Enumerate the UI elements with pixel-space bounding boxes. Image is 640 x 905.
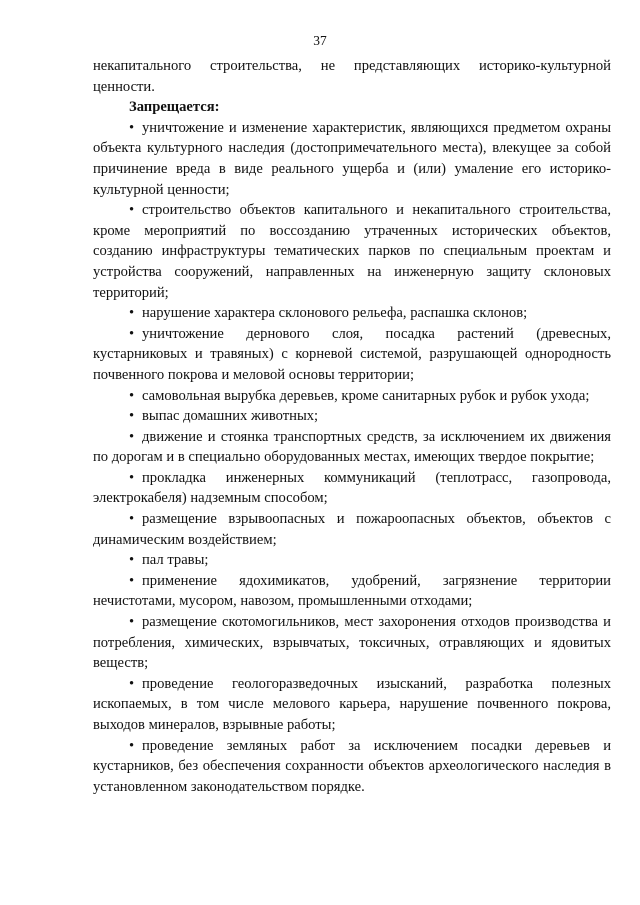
list-item — [93, 386, 611, 407]
list-item-text: пал травы; — [142, 552, 209, 569]
list-item-text: проведение земляных работ за исключением посадки деревьев и кустарников, без обеспечения сохранности объектов археологического наследия в установленном законодательством порядке. — [93, 737, 611, 795]
list-item — [93, 324, 611, 386]
bullet-icon: • — [129, 675, 135, 692]
bullet-icon: • — [129, 428, 135, 445]
bullet-icon: • — [129, 305, 135, 322]
bullet-icon: • — [129, 325, 135, 342]
list-item-text: уничтожение и изменение характеристик, являющихся предметом охраны объекта культурного наследия (достопримечательного места), влекущее за собой причинение вреда в виде реального ущерба и (или) умаление его историко-культурной ценности; — [93, 119, 611, 198]
list-item — [93, 509, 611, 550]
list-item — [93, 612, 611, 674]
bullet-icon: • — [129, 511, 135, 528]
list-item-text: размещение скотомогильников, мест захоронения отходов производства и потребления, химических, взрывчатых, токсичных, отравляющих и ядовитых веществ; — [93, 614, 611, 672]
bullet-icon: • — [129, 572, 135, 589]
document-body — [93, 56, 611, 797]
list-item — [93, 200, 611, 303]
list-item-text: применение ядохимикатов, удобрений, загрязнение территории нечистотами, мусором, навозом, промышленными отходами; — [93, 572, 611, 610]
bullet-icon: • — [129, 614, 135, 631]
list-item-text: самовольная вырубка деревьев, кроме санитарных рубок и рубок ухода; — [142, 387, 590, 404]
bullet-icon: • — [129, 408, 135, 425]
list-item — [93, 406, 611, 427]
list-item — [93, 736, 611, 798]
section-heading: Запрещается: — [129, 99, 220, 116]
list-item-text: проведение геологоразведочных изысканий, разработка полезных ископаемых, в том числе мелового карьера, нарушение почвенного покрова, выходов минералов, взрывные работы; — [93, 675, 611, 733]
intro-paragraph: некапитального строительства, не представляющих историко-культурной ценности. — [93, 58, 611, 95]
list-item — [93, 427, 611, 468]
bullet-icon: • — [129, 469, 135, 486]
list-item — [93, 468, 611, 509]
list-item — [93, 571, 611, 612]
list-item — [93, 550, 611, 571]
list-item — [93, 118, 611, 200]
bullet-icon: • — [129, 552, 135, 569]
list-item-text: уничтожение дернового слоя, посадка растений (древесных, кустарниковых и травяных) с корневой системой, разрушающей однородность почвенного покрова и меловой основы территории; — [93, 325, 611, 383]
list-item-text: прокладка инженерных коммуникаций (теплотрасс, газопровода, электрокабеля) надземным способом; — [93, 469, 611, 507]
bullet-icon: • — [129, 202, 135, 219]
list-item-text: нарушение характера склонового рельефа, распашка склонов; — [142, 305, 528, 322]
bullet-icon: • — [129, 119, 135, 136]
bullet-icon: • — [129, 387, 135, 404]
page-number: 37 — [313, 33, 327, 48]
list-item-text: выпас домашних животных; — [142, 408, 319, 425]
list-item — [93, 303, 611, 324]
list-item — [93, 674, 611, 736]
list-item-text: размещение взрывоопасных и пожароопасных объектов, объектов с динамическим воздействием; — [93, 511, 611, 548]
list-item-text: движение и стоянка транспортных средств, за исключением их движения по дорогам и в специально оборудованных местах, имеющих твердое покрытие; — [93, 428, 611, 466]
bullet-icon: • — [129, 737, 135, 754]
list-item-text: строительство объектов капитального и некапитального строительства, кроме мероприятий по воссозданию утраченных исторических объектов, созданию инфраструктуры тематических парков по специальным проектам и устройства сооружений, направленных на инженерную защиту склоновых территорий; — [93, 202, 611, 301]
